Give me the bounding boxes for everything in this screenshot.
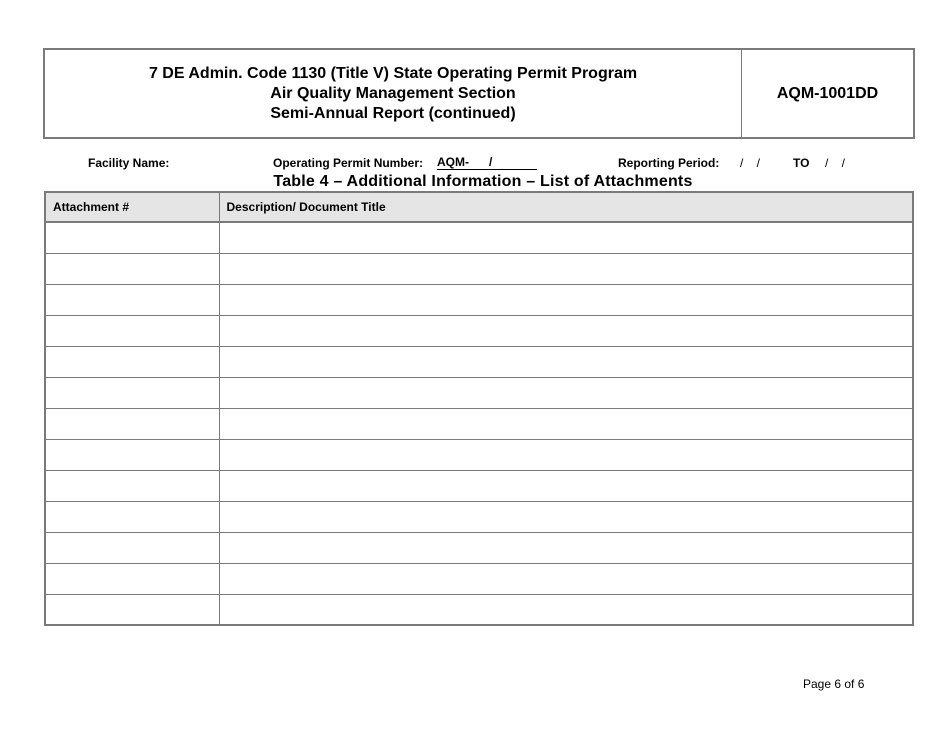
table-row [45, 563, 913, 594]
form-header [43, 48, 915, 139]
table-row [45, 315, 913, 346]
description-cell[interactable] [219, 532, 913, 563]
description-cell[interactable] [219, 594, 913, 625]
attachment-number-cell[interactable] [45, 346, 219, 377]
attachment-number-cell[interactable] [45, 470, 219, 501]
form-title-line-1: 7 DE Admin. Code 1130 (Title V) State Operating Permit Program [148, 64, 638, 82]
attachment-number-cell[interactable] [45, 284, 219, 315]
reporting-period-end-field[interactable]: / / [825, 156, 846, 170]
attachment-number-cell[interactable] [45, 222, 219, 253]
table-row [45, 470, 913, 501]
description-cell[interactable] [219, 346, 913, 377]
report-info-row [0, 156, 950, 172]
table-row [45, 377, 913, 408]
facility-name-label: Facility Name: [88, 156, 170, 170]
description-cell[interactable] [219, 222, 913, 253]
form-title-line-3: Semi-Annual Report (continued) [270, 104, 516, 122]
table-title: Table 4 – Additional Information – List of Attachments [273, 173, 693, 190]
attachment-number-cell[interactable] [45, 253, 219, 284]
attachment-number-cell[interactable] [45, 377, 219, 408]
permit-number-label: Operating Permit Number: [273, 156, 424, 170]
page-number: Page 6 of 6 [803, 677, 865, 691]
reporting-period-start-field[interactable]: / / [740, 156, 761, 170]
attachment-number-cell[interactable] [45, 563, 219, 594]
table-row [45, 594, 913, 625]
reporting-period-to-label: TO [793, 156, 810, 170]
description-cell[interactable] [219, 284, 913, 315]
table-row [45, 222, 913, 253]
table-row [45, 439, 913, 470]
table-row [45, 408, 913, 439]
permit-number-field[interactable]: AQM- / [437, 156, 537, 170]
form-title-block [45, 50, 742, 137]
description-cell[interactable] [219, 315, 913, 346]
table-row [45, 346, 913, 377]
form-title-line-2: Air Quality Management Section [270, 84, 516, 102]
description-cell[interactable] [219, 439, 913, 470]
attachments-table [44, 191, 914, 626]
attachment-number-cell[interactable] [45, 315, 219, 346]
attachment-number-cell[interactable] [45, 439, 219, 470]
description-cell[interactable] [219, 470, 913, 501]
description-cell[interactable] [219, 501, 913, 532]
reporting-period-label: Reporting Period: [618, 156, 720, 170]
description-cell[interactable] [219, 408, 913, 439]
table-row [45, 284, 913, 315]
attachment-number-cell[interactable] [45, 532, 219, 563]
attachment-number-cell[interactable] [45, 408, 219, 439]
column-header-description: Description/ Document Title [219, 192, 913, 222]
description-cell[interactable] [219, 253, 913, 284]
form-code: AQM-1001DD [776, 84, 879, 102]
table-row [45, 532, 913, 563]
description-cell[interactable] [219, 563, 913, 594]
column-header-attachment-number: Attachment # [45, 192, 219, 222]
table-header-row [45, 192, 913, 222]
table-row [45, 501, 913, 532]
table-row [45, 253, 913, 284]
attachment-number-cell[interactable] [45, 501, 219, 532]
description-cell[interactable] [219, 377, 913, 408]
attachment-number-cell[interactable] [45, 594, 219, 625]
